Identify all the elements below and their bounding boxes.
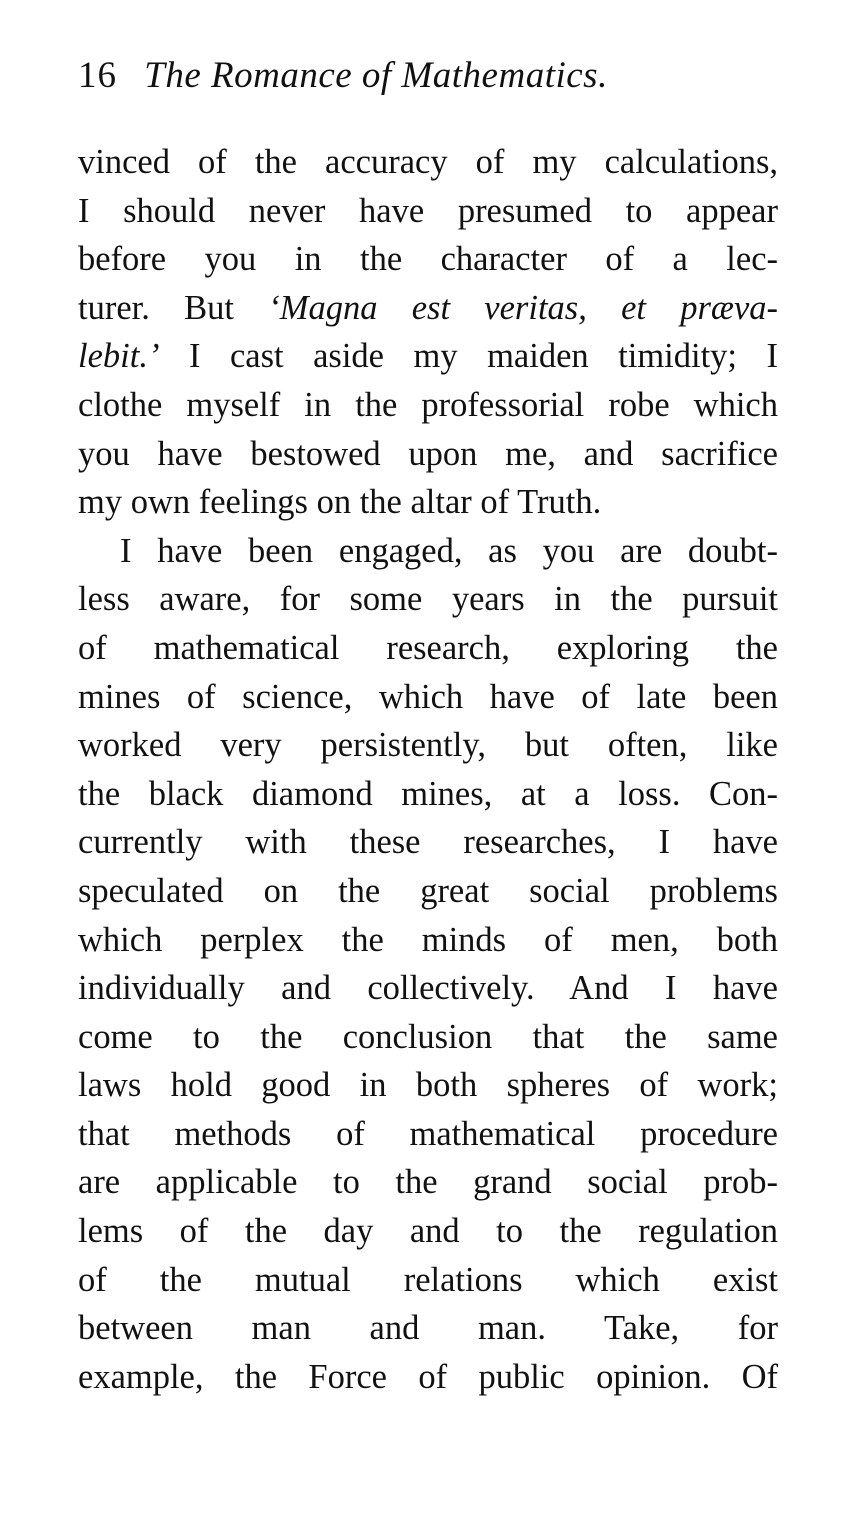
page-number: 16 <box>78 55 117 96</box>
text-line: laws hold good in both spheres of work; <box>78 1066 778 1105</box>
text-line: less aware, for some years in the pursuit <box>78 580 778 619</box>
text-line: the black diamond mines, at a loss. Con- <box>78 774 778 813</box>
text-line: of mathematical research, exploring the <box>78 628 778 667</box>
text-line: individually and collectively. And I have <box>78 969 778 1008</box>
text-line: that methods of mathematical procedure <box>78 1114 778 1153</box>
text-segment: I cast aside my maiden timidity; I <box>159 337 778 376</box>
text-line: are applicable to the grand social prob- <box>78 1163 778 1202</box>
text-line: example, the Force of public opinion. Of <box>78 1357 778 1396</box>
body-text <box>78 138 778 1401</box>
text-line: my own feelings on the altar of Truth. <box>78 483 602 522</box>
text-line: speculated on the great social problems <box>78 871 778 910</box>
text-line: clothe myself in the professorial robe which <box>78 385 778 424</box>
text-line <box>78 284 778 333</box>
latin-quotation-end: lebit.’ <box>78 337 160 376</box>
text-line: mines of science, which have of late been <box>78 677 778 716</box>
text-line: come to the conclusion that the same <box>78 1017 778 1056</box>
text-segment: turer. But <box>78 288 269 327</box>
text-line <box>78 332 778 381</box>
text-line: currently with these researches, I have <box>78 823 778 862</box>
text-line: you have bestowed upon me, and sacrifice <box>78 434 778 473</box>
text-line: I should never have presumed to appear <box>78 191 778 230</box>
text-line: before you in the character of a lec- <box>78 240 778 279</box>
running-head <box>78 46 778 106</box>
text-line: lems of the day and to the regulation <box>78 1212 778 1251</box>
text-line: worked very persistently, but often, like <box>78 726 778 765</box>
running-title: The Romance of Mathematics. <box>144 55 608 96</box>
text-line: which perplex the minds of men, both <box>78 920 778 959</box>
paragraph-first-line: I have been engaged, as you are doubt- <box>120 531 778 570</box>
text-line: of the mutual relations which exist <box>78 1260 778 1299</box>
text-line: between man and man. Take, for <box>78 1309 778 1348</box>
text-line: vinced of the accuracy of my calculations, <box>78 143 778 181</box>
latin-quotation: ‘Magna est veritas, et præva- <box>268 288 778 327</box>
